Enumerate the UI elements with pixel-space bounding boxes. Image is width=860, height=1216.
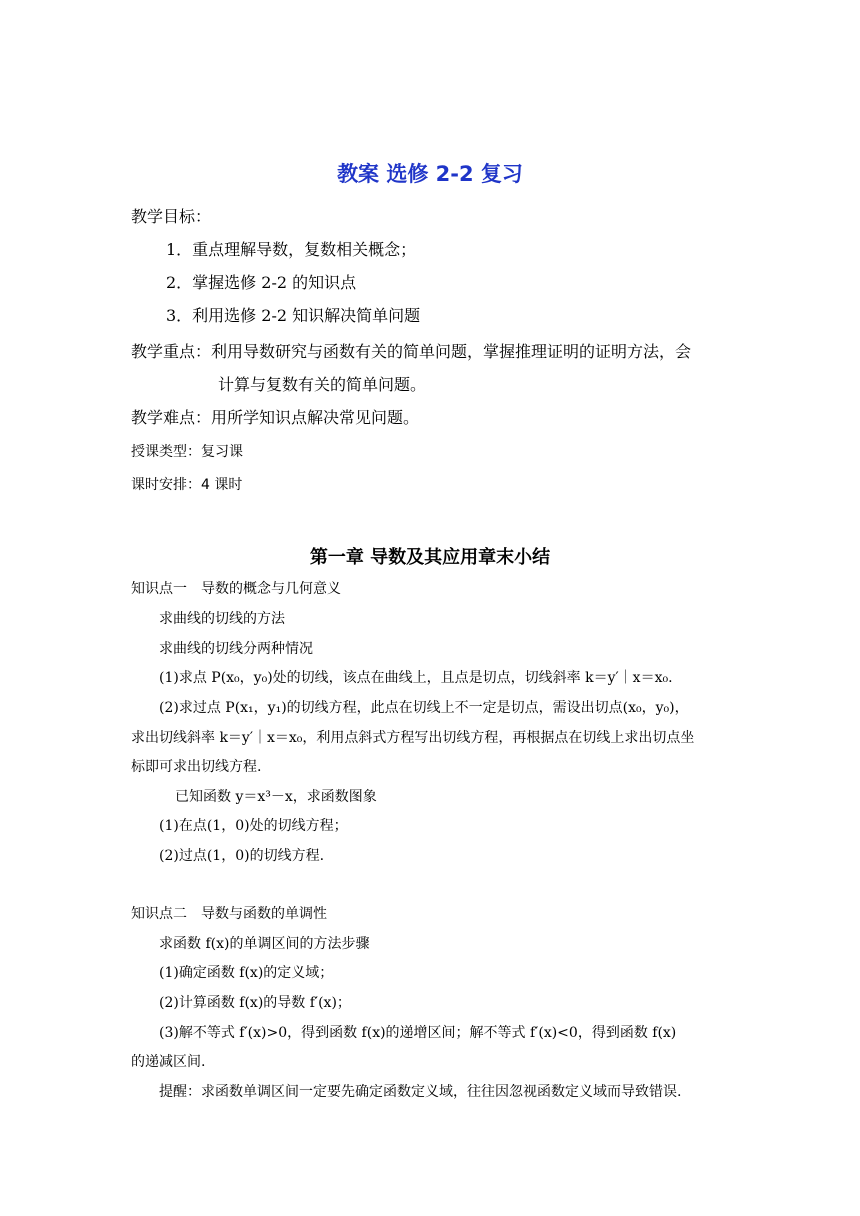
objectives-label: 教学目标： [131, 207, 212, 226]
kp2-reminder: 提醒：求函数单调区间一定要先确定函数定义域，往往因忽视函数定义域而导致错误. [159, 1084, 682, 1100]
chapter-title: 第一章 导数及其应用章末小结 [309, 547, 551, 568]
objective-item: 3．利用选修 2-2 知识解决简单问题 [166, 306, 421, 325]
kp2-line: (1)确定函数 f(x)的定义域； [159, 965, 334, 981]
kp2-line: (3)解不等式 f′(x)>0，得到函数 f(x)的递增区间；解不等式 f′(x)<0，得到函数 f(x) [159, 1025, 677, 1041]
kp1-line: (2)求过点 P(x₁，y₁)的切线方程，此点在切线上不一定是切点，需设出切点(x₀，y₀)， [159, 700, 689, 716]
knowledge-point-2-title: 知识点二 导数与函数的单调性 [131, 906, 327, 922]
kp2-line: 的递减区间. [131, 1054, 206, 1070]
key-points-line-1: 教学重点：利用导数研究与函数有关的简单问题，掌握推理证明的证明方法，会 [131, 342, 692, 361]
kp2-line: 求函数 f(x)的单调区间的方法步骤 [159, 936, 370, 952]
lesson-plan-title: 教案 选修 2-2 复习 [337, 162, 523, 186]
key-points-line-2: 计算与复数有关的简单问题。 [218, 375, 427, 394]
kp1-line: (1)求点 P(x₀，y₀)处的切线，该点在曲线上，且点是切点，切线斜率 k＝y′｜x＝x₀. [159, 670, 673, 686]
objective-item: 1．重点理解导数，复数相关概念； [166, 240, 417, 259]
difficulties-line: 教学难点：用所学知识点解决常见问题。 [131, 408, 420, 427]
lesson-schedule: 课时安排：4 课时 [131, 477, 243, 493]
kp1-example: 已知函数 y＝x³－x，求函数图象 [175, 789, 377, 805]
knowledge-point-1-title: 知识点一 导数的概念与几何意义 [131, 581, 341, 597]
kp1-example-part: (2)过点(1，0)的切线方程. [159, 848, 325, 864]
kp1-line: 标即可求出切线方程. [131, 759, 262, 775]
kp1-example-part: (1)在点(1，0)处的切线方程； [159, 818, 348, 834]
kp1-line: 求曲线的切线分两种情况 [159, 641, 313, 657]
kp1-line: 求出切线斜率 k＝y′｜x＝x₀，利用点斜式方程写出切线方程，再根据点在切线上求出切点坐 [131, 730, 695, 746]
objective-item: 2．掌握选修 2-2 的知识点 [166, 273, 357, 292]
kp2-line: (2)计算函数 f(x)的导数 f′(x)； [159, 995, 351, 1011]
kp1-line: 求曲线的切线的方法 [159, 611, 285, 627]
lesson-type: 授课类型：复习课 [131, 444, 243, 460]
